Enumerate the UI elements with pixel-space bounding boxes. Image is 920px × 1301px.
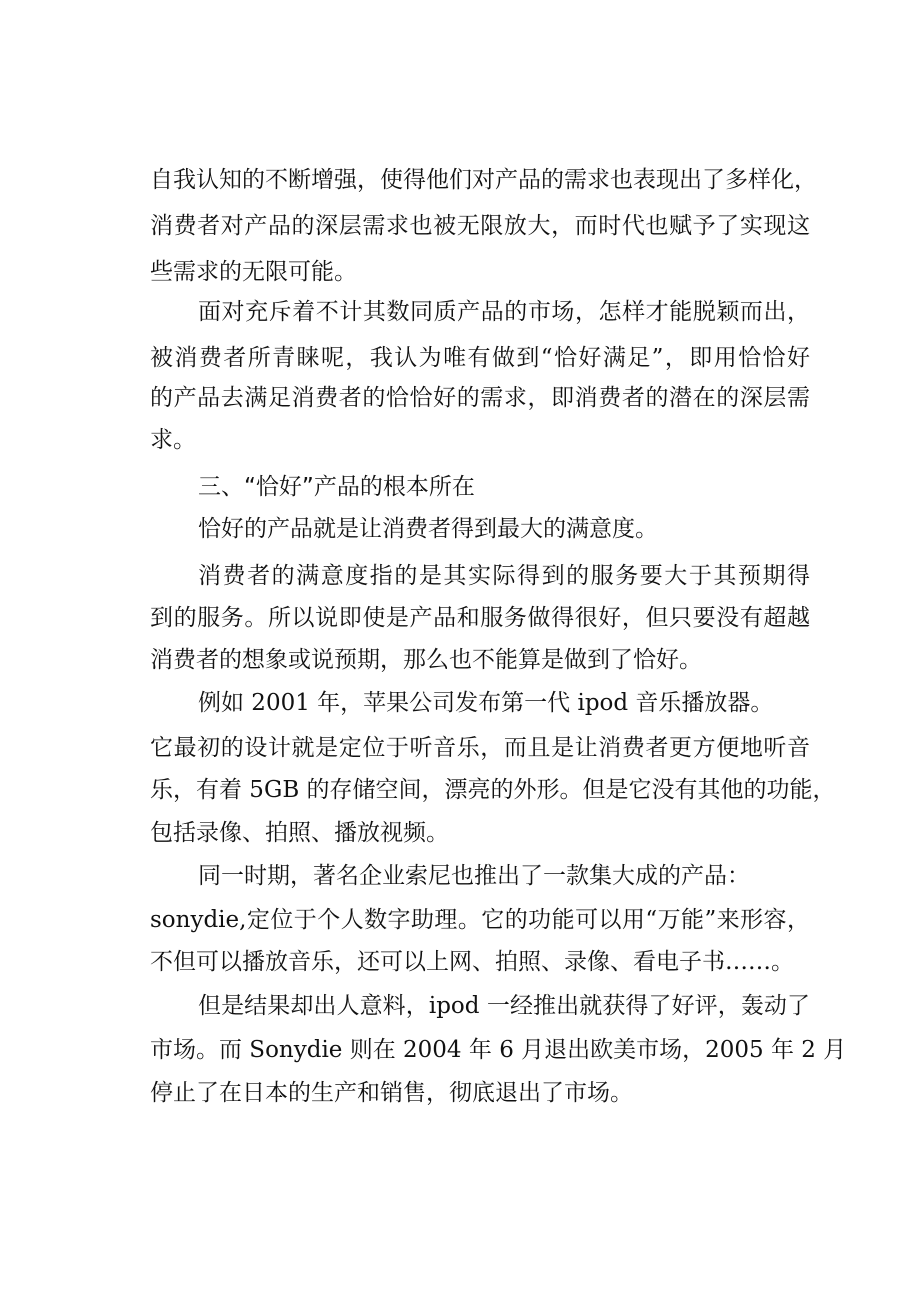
paragraph-line: 消费者的想象或说预期，那么也不能算是做到了恰好。 — [150, 647, 702, 673]
paragraph-line: 求。 — [150, 427, 196, 453]
paragraph-line: 同一时期，著名企业索尼也推出了一款集大成的产品： — [198, 863, 750, 889]
paragraph-line: 面对充斥着不计其数同质产品的市场，怎样才能脱颖而出， — [198, 299, 810, 325]
paragraph-line: 但是结果却出人意料，ipod 一经推出就获得了好评，轰动了 — [198, 993, 810, 1019]
paragraph-line: 它最初的设计就是定位于听音乐，而且是让消费者更方便地听音 — [150, 735, 810, 761]
paragraph-line: sonydie,定位于个人数字助理。它的功能可以用“万能”来形容， — [150, 907, 810, 933]
paragraph-line: 消费者的满意度指的是其实际得到的服务要大于其预期得 — [198, 563, 810, 589]
paragraph-line: 消费者对产品的深层需求也被无限放大，而时代也赋予了实现这 — [150, 213, 810, 239]
paragraph-line: 些需求的无限可能。 — [150, 259, 357, 285]
paragraph-line: 的产品去满足消费者的恰恰好的需求，即消费者的潜在的深层需 — [150, 385, 810, 411]
paragraph-line: 到的服务。所以说即使是产品和服务做得很好，但只要没有超越 — [150, 605, 810, 631]
paragraph-line: 恰好的产品就是让消费者得到最大的满意度。 — [198, 516, 658, 542]
paragraph-line: 不但可以播放音乐，还可以上网、拍照、录像、看电子书……。 — [150, 949, 794, 975]
paragraph-line: 自我认知的不断增强，使得他们对产品的需求也表现出了多样化， — [150, 167, 817, 193]
paragraph-line: 被消费者所青睐呢，我认为唯有做到“恰好满足”，即用恰恰好 — [150, 345, 810, 371]
paragraph-line: 例如 2001 年，苹果公司发布第一代 ipod 音乐播放器。 — [198, 690, 774, 716]
paragraph-line: 包括录像、拍照、播放视频。 — [150, 820, 449, 846]
paragraph-line: 市场。而 Sonydie 则在 2004 年 6 月退出欧美市场，2005 年 2 月 — [150, 1037, 847, 1063]
paragraph-line: 停止了在日本的生产和销售，彻底退出了市场。 — [150, 1080, 633, 1106]
paragraph-line: 乐，有着 5GB 的存储空间，漂亮的外形。但是它没有其他的功能， — [150, 777, 836, 803]
section-heading: 三、“恰好”产品的根本所在 — [198, 474, 475, 500]
